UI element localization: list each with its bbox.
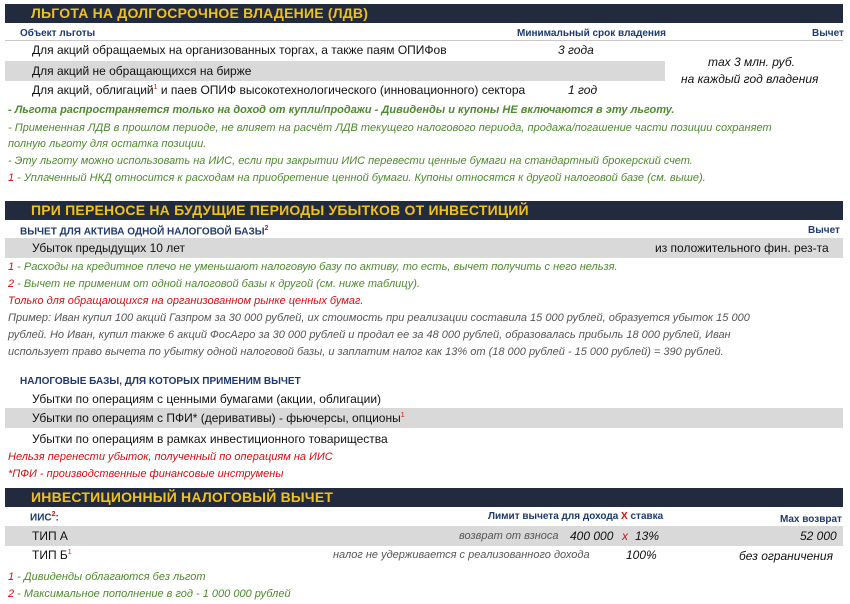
example-line: использует право вычета по убытку одной налоговой базы, и заплатим налог как 13% от (18 000 рублей - 15 000 рублей) = 390 рублей. [8, 346, 724, 358]
losses-footnote: 2 - Вычет не применим от одной налоговой базы к другой (см. ниже таблицу). [8, 278, 420, 290]
pfi-note: *ПФИ - производственные финансовые инструмены [8, 468, 284, 480]
ldv-note: полную льготу для остатка позиции. [8, 138, 207, 150]
iis-type-desc: налог не удерживается с реализованного дохода [333, 549, 590, 561]
ldv-deduction-line2: на каждый год владения [681, 72, 819, 86]
col-header-deduction: Вычет [808, 225, 840, 236]
example-line: Пример: Иван купил 100 акций Газпром за 30 000 рублей, их стоимость при реализации составила 15 000 рублей, образуется убыток 15 000 [8, 312, 750, 324]
col-header-min-term: Минимальный срок владения [517, 28, 666, 39]
col-header-max: Max возврат [780, 514, 842, 525]
ldv-note: - Льгота распространяется только на доход от купли/продажи - Дивиденды и купоны НЕ включаются в эту льготу. [8, 104, 675, 116]
divider [5, 40, 843, 41]
iis-type-max: без ограничения [739, 549, 833, 563]
ldv-deduction-line1: max 3 млн. руб. [708, 55, 795, 69]
col-header-iis: ИИС$^2$: [30, 511, 59, 524]
section-header-iis [5, 488, 843, 507]
iis-type-label: ТИП А [32, 529, 68, 543]
col-header-limit: Лимит вычета для дохода Х ставка [488, 511, 664, 522]
col-header-deduction: Вычет [812, 28, 844, 39]
section-header-losses [5, 201, 843, 220]
ldv-row-term: 3 года [558, 43, 594, 57]
losses-row-label: Убыток предыдущих 10 лет [32, 241, 186, 255]
iis-type-label: ТИП $Б^1$ [32, 548, 72, 562]
footnote-mark: 1 [153, 84, 158, 91]
tax-base-item: Убытки по операциям в рамках инвестиционного товарищества [32, 432, 388, 446]
col-header-asset: ВЫЧЕТ ДЛЯ АКТИВА ОДНОЙ НАЛОГОВОЙ БАЗЫ$^2$ [20, 225, 269, 238]
section-header-ldv [5, 4, 843, 23]
iis-multiply-sign: х [622, 529, 628, 543]
losses-row-value: из положительного фин. рез-та [655, 241, 829, 255]
table-row-bg [5, 526, 843, 546]
ldv-row-label: Для акций не обращающихся на бирже [32, 64, 252, 78]
section-title: ИНВЕСТИЦИОННЫЙ НАЛОГОВЫЙ ВЫЧЕТ [31, 489, 334, 505]
ldv-note: - Примененная ЛДВ в прошлом периоде, не влияет на расчёт ЛДВ текущего налогового периода, продажа/погашение части позиции сохраняет [8, 122, 772, 134]
losses-footnote: 1 - Расходы на кредитное плечо не уменьшают налоговую базу по активу, то есть, вычет получить с него нельзя. [8, 261, 618, 273]
iis-type-max: 52 000 [800, 529, 837, 543]
bases-title: НАЛОГОВЫЕ БАЗЫ, ДЛЯ КОТОРЫХ ПРИМЕНИМ ВЫЧЕТ [20, 376, 301, 387]
losses-red-note: Только для обращающихся на организованном рынке ценных бумаг. [8, 295, 364, 307]
iis-type-desc: возврат от взноса [459, 530, 559, 542]
iis-footnote: 1 - Дивиденды облагаются без льгот [8, 571, 206, 583]
section-title: ЛЬГОТА НА ДОЛГОСРОЧНОЕ ВЛАДЕНИЕ (ЛДВ) [31, 5, 369, 21]
iis-footnote: 2 - Максимальное пополнение в год - 1 000 000 рублей [8, 588, 291, 600]
ldv-row-label: Для акций, облигаций$^1$ и паев ОПИФ высокотехнологического (инновационного) сектора [32, 83, 526, 97]
iis-type-rate: 100% [626, 548, 657, 562]
tax-base-item: Убытки по операциям с ПФИ* (деривативы) - фьючерсы, опционы$^1$ [32, 411, 405, 425]
iis-type-value: 400 000 [570, 529, 614, 543]
ldv-row-term: 1 год [568, 83, 598, 97]
ldv-note: 1 - Уплаченный НКД относится к расходам на приобретение ценной бумаги. Купоны относятся к другой налоговой базе (см. выше). [8, 172, 706, 184]
ldv-note: - Эту льготу можно использовать на ИИС, если при закрытии ИИС перевести ценные бумаги на стандартный брокерский счет. [8, 155, 693, 167]
example-line: рублей. Но Иван, купил также 6 акций ФосАгро за 30 000 рублей и продал ее за 48 000 рублей, образовалась прибыль 18 000 рублей, Иван [8, 329, 731, 341]
ldv-row-label: Для акций обращаемых на организованных торгах, а также паям ОПИФов [32, 43, 447, 57]
losses-red-note: Нельзя перенести убыток, полученный по операциям на ИИС [8, 451, 333, 463]
section-title: ПРИ ПЕРЕНОСЕ НА БУДУЩИЕ ПЕРИОДЫ УБЫТКОВ ОТ ИНВЕСТИЦИЙ [31, 202, 529, 218]
tax-base-item: Убытки по операциям с ценными бумагами (акции, облигации) [32, 392, 382, 406]
col-header-object: Объект льготы [20, 28, 96, 39]
iis-type-rate: 13% [635, 529, 660, 543]
